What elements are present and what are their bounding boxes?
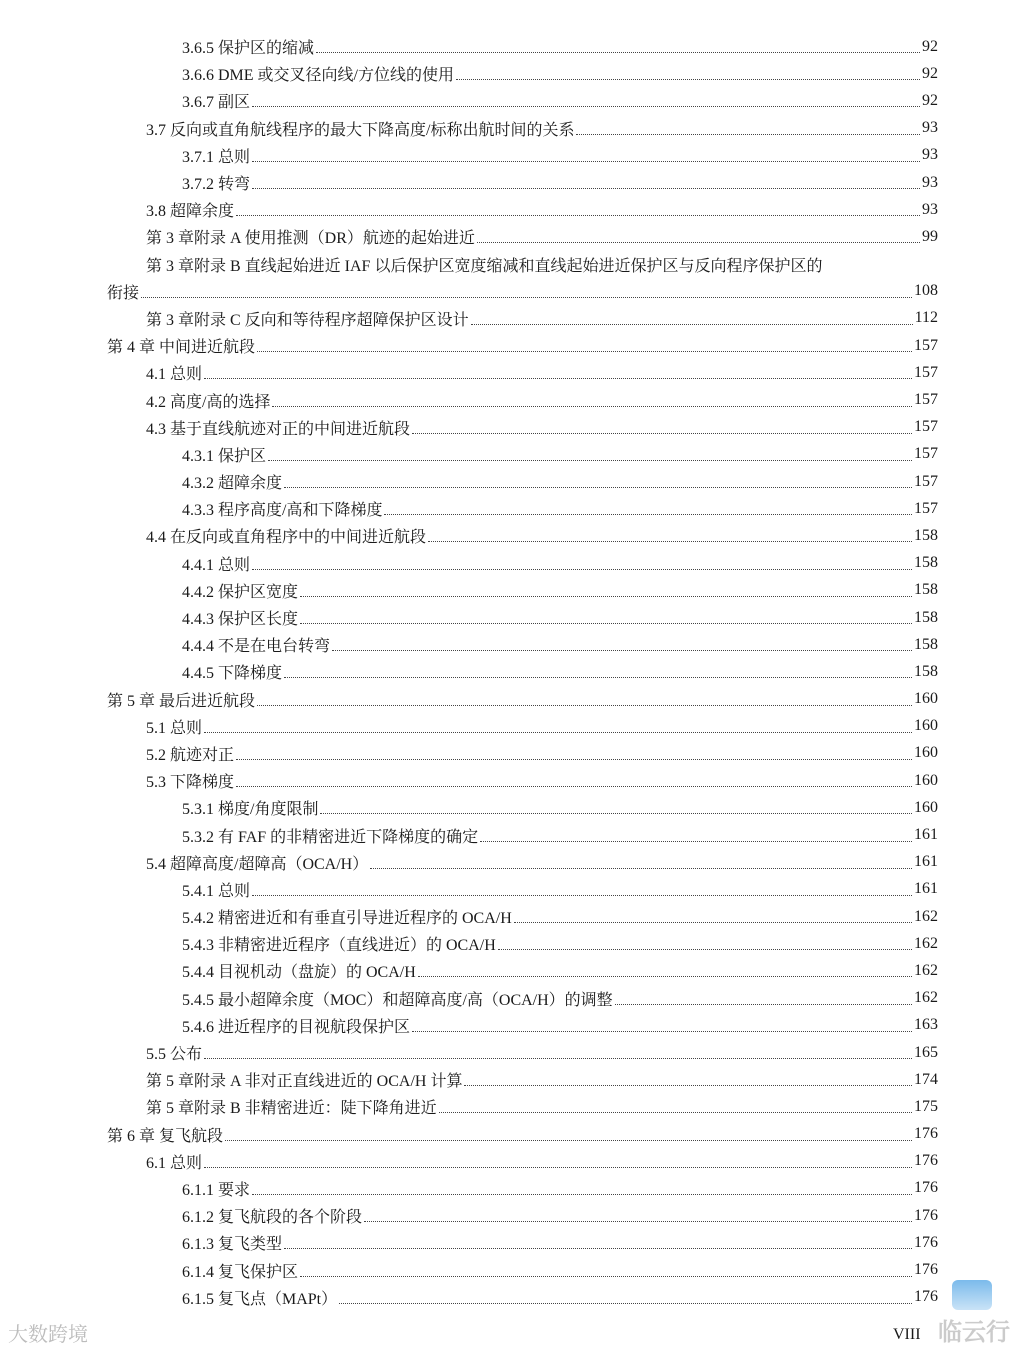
toc-entry[interactable] (0, 115, 1020, 142)
toc-entry[interactable] (0, 740, 1020, 767)
toc-entry-page: 158 (914, 526, 938, 544)
toc-entry[interactable] (0, 985, 1020, 1012)
dot-leader (141, 297, 912, 298)
toc-entry-page: 157 (914, 336, 938, 354)
toc-entry-title: 5.4.6 进近程序的目视航段保护区 (182, 1018, 411, 1036)
table-of-contents (0, 33, 1020, 1311)
toc-entry-title: 5.3.1 梯度/角度限制 (182, 801, 319, 819)
toc-entry-page: 92 (922, 37, 938, 55)
toc-entry-title: 5.3 下降梯度 (146, 774, 235, 792)
toc-entry-page: 92 (922, 91, 938, 109)
toc-entry-title: 第 3 章附录 A 使用推测（DR）航迹的起始进近 (146, 230, 475, 248)
toc-entry-title: 第 3 章附录 C 反向和等待程序超障保护区设计 (146, 311, 469, 329)
dot-leader (252, 161, 920, 162)
toc-entry-title: 5.4 超障高度/超障高（OCA/H） (146, 855, 369, 873)
dot-leader (456, 79, 920, 80)
toc-entry-page: 176 (914, 1261, 938, 1279)
toc-entry-page: 163 (914, 1016, 938, 1034)
dot-leader (514, 922, 912, 923)
toc-entry[interactable] (0, 305, 1020, 332)
toc-entry-page: 161 (914, 853, 938, 871)
toc-entry-title: 4.3 基于直线航迹对正的中间进近航段 (146, 420, 411, 438)
toc-entry-title: 4.4.1 总则 (182, 556, 251, 574)
dot-leader (300, 1276, 912, 1277)
toc-entry[interactable] (0, 631, 1020, 658)
toc-entry-title: 5.4.1 总则 (182, 882, 251, 900)
toc-entry-title: 5.3.2 有 FAF 的非精密进近下降梯度的确定 (182, 828, 479, 846)
toc-entry-page: 93 (922, 146, 938, 164)
toc-entry-title: 4.2 高度/高的选择 (146, 393, 271, 411)
toc-entry[interactable] (0, 251, 1020, 278)
dot-leader (252, 106, 920, 107)
toc-entry[interactable] (0, 1012, 1020, 1039)
toc-entry[interactable] (0, 849, 1020, 876)
toc-entry-page: 160 (914, 717, 938, 735)
toc-entry-title: 5.4.3 非精密进近程序（直线进近）的 OCA/H (182, 937, 496, 955)
toc-entry[interactable] (0, 1066, 1020, 1093)
toc-entry-page: 158 (914, 554, 938, 572)
dot-leader (225, 1140, 912, 1141)
toc-entry[interactable] (0, 332, 1020, 359)
toc-entry-page: 165 (914, 1043, 938, 1061)
toc-entry[interactable] (0, 713, 1020, 740)
toc-entry-title: 第 5 章附录 B 非精密进近：陡下降角进近 (146, 1100, 437, 1118)
page-number: VIII (893, 1326, 921, 1343)
dot-leader (204, 732, 912, 733)
toc-entry-page: 174 (914, 1070, 938, 1088)
toc-entry-title: 5.4.2 精密进近和有垂直引导进近程序的 OCA/H (182, 910, 512, 928)
dot-leader (471, 324, 913, 325)
dot-leader (412, 1031, 912, 1032)
toc-entry-title: 3.7 反向或直角航线程序的最大下降高度/标称出航时间的关系 (146, 121, 575, 139)
dot-leader (204, 1058, 912, 1059)
toc-entry-page: 160 (914, 798, 938, 816)
toc-entry-page: 157 (914, 391, 938, 409)
toc-entry[interactable] (0, 142, 1020, 169)
toc-entry[interactable] (0, 278, 1020, 305)
dot-leader (316, 52, 920, 53)
toc-entry-title: 6.1.4 复飞保护区 (182, 1263, 299, 1281)
dot-leader (204, 1167, 912, 1168)
dot-leader (252, 1194, 912, 1195)
toc-entry[interactable] (0, 87, 1020, 114)
toc-entry-page: 160 (914, 771, 938, 789)
toc-entry-title: 5.4.4 目视机动（盘旋）的 OCA/H (182, 964, 416, 982)
toc-entry-page: 162 (914, 934, 938, 952)
dot-leader (370, 868, 912, 869)
toc-entry[interactable] (0, 604, 1020, 631)
toc-entry-page: 176 (914, 1206, 938, 1224)
toc-entry[interactable] (0, 522, 1020, 549)
toc-entry-page: 161 (914, 880, 938, 898)
toc-entry-page: 162 (914, 961, 938, 979)
dot-leader (615, 1004, 912, 1005)
dot-leader (332, 650, 912, 651)
toc-entry[interactable] (0, 60, 1020, 87)
dot-leader (257, 705, 912, 706)
toc-entry-title: 4.4 在反向或直角程序中的中间进近航段 (146, 529, 427, 547)
dot-leader (236, 759, 912, 760)
toc-entry-page: 176 (914, 1179, 938, 1197)
toc-entry-title: 4.4.5 下降梯度 (182, 665, 283, 683)
toc-entry-title: 第 5 章附录 A 非对正直线进近的 OCA/H 计算 (146, 1073, 463, 1091)
toc-entry-title: 4.3.2 超障余度 (182, 475, 283, 493)
dot-leader (498, 949, 912, 950)
toc-entry-page: 157 (914, 445, 938, 463)
toc-entry[interactable] (0, 414, 1020, 441)
dot-leader (428, 541, 912, 542)
toc-entry-title: 3.8 超障余度 (146, 203, 235, 221)
dot-leader (418, 976, 912, 977)
toc-entry-page: 99 (922, 227, 938, 245)
toc-entry-title: 3.7.2 转弯 (182, 176, 251, 194)
toc-entry-title: 4.4.2 保护区宽度 (182, 583, 299, 601)
toc-entry-page: 160 (914, 744, 938, 762)
toc-entry-title: 3.6.5 保护区的缩减 (182, 40, 315, 58)
toc-entry[interactable] (0, 794, 1020, 821)
dot-leader (364, 1221, 912, 1222)
toc-entry-page: 157 (914, 363, 938, 381)
toc-entry-page: 157 (914, 418, 938, 436)
dot-leader (272, 406, 912, 407)
toc-entry-page: 176 (914, 1288, 938, 1306)
dot-leader (300, 623, 912, 624)
toc-entry[interactable] (0, 1229, 1020, 1256)
watermark-right-name: 临云行 (938, 1318, 1010, 1346)
toc-entry[interactable] (0, 169, 1020, 196)
dot-leader (439, 1112, 912, 1113)
dot-leader (576, 134, 920, 135)
toc-entry[interactable] (0, 821, 1020, 848)
toc-entry-page: 158 (914, 581, 938, 599)
toc-entry-page: 176 (914, 1152, 938, 1170)
toc-entry-title: 4.3.3 程序高度/高和下降梯度 (182, 502, 383, 520)
toc-entry-page: 93 (922, 119, 938, 137)
dot-leader (339, 1303, 912, 1304)
dot-leader (252, 895, 912, 896)
toc-entry[interactable] (0, 1148, 1020, 1175)
toc-entry[interactable] (0, 196, 1020, 223)
toc-entry-page: 176 (914, 1233, 938, 1251)
toc-entry-title: 5.4.5 最小超障余度（MOC）和超障高度/高（OCA/H）的调整 (182, 991, 613, 1009)
dot-leader (477, 242, 920, 243)
toc-entry[interactable] (0, 957, 1020, 984)
toc-entry[interactable] (0, 550, 1020, 577)
toc-entry-page: 112 (914, 309, 938, 327)
dot-leader (204, 378, 912, 379)
toc-entry-title: 4.3.1 保护区 (182, 447, 267, 465)
toc-entry-title: 4.1 总则 (146, 366, 203, 384)
toc-entry-title: 3.7.1 总则 (182, 148, 251, 166)
toc-entry-title: 6.1.5 复飞点（MAPt） (182, 1290, 338, 1308)
toc-entry[interactable] (0, 1202, 1020, 1229)
toc-entry-title: 6.1.2 复飞航段的各个阶段 (182, 1209, 363, 1227)
plane-logo-icon (952, 1280, 992, 1310)
dot-leader (412, 433, 912, 434)
toc-entry-title: 4.4.3 保护区长度 (182, 611, 299, 629)
toc-entry-page: 162 (914, 907, 938, 925)
toc-entry[interactable] (0, 1256, 1020, 1283)
toc-entry-title: 第 3 章附录 B 直线起始进近 IAF 以后保护区宽度缩减和直线起始进近保护区与反向程序保护区的 (146, 257, 823, 275)
toc-entry[interactable] (0, 1121, 1020, 1148)
toc-entry[interactable] (0, 468, 1020, 495)
dot-leader (284, 487, 912, 488)
toc-entry[interactable] (0, 386, 1020, 413)
toc-entry[interactable] (0, 658, 1020, 685)
toc-entry-title: 6.1 总则 (146, 1154, 203, 1172)
dot-leader (236, 786, 912, 787)
toc-entry[interactable] (0, 33, 1020, 60)
toc-entry[interactable] (0, 223, 1020, 250)
dot-leader (236, 215, 920, 216)
toc-entry[interactable] (0, 767, 1020, 794)
toc-entry-page: 108 (914, 282, 938, 300)
toc-entry-page: 92 (922, 64, 938, 82)
toc-entry-title: 5.2 航迹对正 (146, 746, 235, 764)
dot-leader (268, 460, 912, 461)
toc-entry[interactable] (0, 930, 1020, 957)
toc-entry-page: 93 (922, 200, 938, 218)
toc-entry-page: 160 (914, 690, 938, 708)
dot-leader (464, 1085, 912, 1086)
toc-entry-title: 衔接 (107, 284, 140, 302)
dot-leader (320, 813, 912, 814)
toc-entry[interactable] (0, 441, 1020, 468)
toc-entry-page: 175 (914, 1097, 938, 1115)
dot-leader (480, 841, 912, 842)
toc-entry-page: 93 (922, 173, 938, 191)
toc-entry-title: 4.4.4 不是在电台转弯 (182, 638, 331, 656)
toc-entry-title: 5.5 公布 (146, 1046, 203, 1064)
dot-leader (300, 596, 912, 597)
toc-entry-title: 6.1.3 复飞类型 (182, 1236, 283, 1254)
dot-leader (252, 569, 912, 570)
dot-leader (252, 188, 920, 189)
toc-entry-title: 第 4 章 中间进近航段 (107, 339, 256, 357)
toc-entry-page: 158 (914, 662, 938, 680)
toc-entry[interactable] (0, 577, 1020, 604)
toc-entry-title: 5.1 总则 (146, 719, 203, 737)
toc-entry[interactable] (0, 1284, 1020, 1311)
toc-entry-page: 158 (914, 608, 938, 626)
toc-entry[interactable] (0, 1093, 1020, 1120)
toc-entry-title: 6.1.1 要求 (182, 1181, 251, 1199)
toc-entry-page: 176 (914, 1125, 938, 1143)
toc-entry[interactable] (0, 686, 1020, 713)
toc-entry-title: 3.6.7 副区 (182, 94, 251, 112)
toc-entry[interactable] (0, 903, 1020, 930)
dot-leader (257, 351, 912, 352)
toc-entry-title: 第 6 章 复飞航段 (107, 1127, 224, 1145)
toc-entry-page: 162 (914, 989, 938, 1007)
toc-entry-page: 158 (914, 635, 938, 653)
toc-entry[interactable] (0, 1039, 1020, 1066)
watermark-left: 大数跨境 (8, 1322, 88, 1346)
dot-leader (384, 514, 912, 515)
toc-entry-title: 3.6.6 DME 或交叉径向线/方位线的使用 (182, 67, 455, 85)
toc-entry[interactable] (0, 876, 1020, 903)
toc-entry-page: 161 (914, 826, 938, 844)
toc-entry[interactable] (0, 495, 1020, 522)
toc-entry[interactable] (0, 359, 1020, 386)
toc-entry-page: 157 (914, 499, 938, 517)
dot-leader (284, 1248, 912, 1249)
dot-leader (284, 677, 912, 678)
toc-entry-page: 157 (914, 472, 938, 490)
toc-entry[interactable] (0, 1175, 1020, 1202)
toc-entry-title: 第 5 章 最后进近航段 (107, 692, 256, 710)
